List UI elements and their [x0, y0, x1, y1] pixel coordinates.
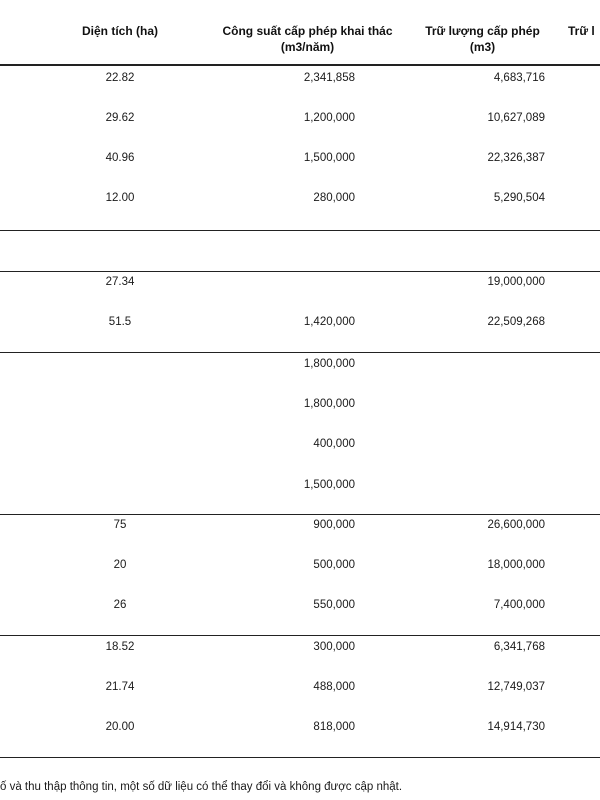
cell-area: 22.82 — [105, 72, 135, 84]
cell-capacity: 280,000 — [313, 192, 355, 204]
cell-reserve: 19,000,000 — [487, 276, 545, 288]
cell-capacity: 1,200,000 — [303, 112, 355, 124]
cell-area: 20 — [113, 559, 127, 571]
group-divider — [0, 514, 600, 515]
column-header-reserve: Trữ lượng cấp phép (m3) — [425, 24, 540, 54]
column-header-reserve-cut: Trữ l — [568, 24, 595, 38]
cell-reserve: 10,627,089 — [487, 112, 545, 124]
header-divider — [0, 64, 600, 66]
footnote: ố và thu thập thông tin, một số dữ liệu có thể thay đổi và không được cập nhật. — [0, 781, 403, 793]
cell-capacity: 900,000 — [313, 519, 355, 531]
group-divider — [0, 352, 600, 353]
cell-reserve: 22,509,268 — [487, 316, 545, 328]
cell-reserve: 7,400,000 — [493, 599, 545, 611]
cell-area: 12.00 — [105, 192, 135, 204]
cell-reserve: 26,600,000 — [487, 519, 545, 531]
cell-capacity: 1,500,000 — [303, 152, 355, 164]
cell-area: 20.00 — [105, 721, 135, 733]
cell-reserve: 5,290,504 — [493, 192, 545, 204]
table-bottom-divider — [0, 757, 600, 758]
cell-capacity: 550,000 — [313, 599, 355, 611]
cell-capacity: 1,500,000 — [303, 479, 355, 491]
cell-capacity: 818,000 — [313, 721, 355, 733]
cell-capacity: 488,000 — [313, 681, 355, 693]
group-divider — [0, 230, 600, 231]
cell-area: 27.34 — [105, 276, 135, 288]
column-header-area: Diện tích (ha) — [81, 24, 158, 38]
cell-area: 26 — [113, 599, 127, 611]
column-header-capacity: Công suất cấp phép khai thác (m3/năm) — [222, 24, 393, 54]
group-divider — [0, 271, 600, 272]
cell-capacity: 2,341,858 — [303, 72, 355, 84]
cell-area: 21.74 — [105, 681, 135, 693]
cell-area: 29.62 — [105, 112, 135, 124]
cell-area: 75 — [113, 519, 127, 531]
cell-capacity: 500,000 — [313, 559, 355, 571]
cell-area: 51.5 — [108, 316, 132, 328]
cell-capacity: 300,000 — [313, 641, 355, 653]
cell-capacity: 1,420,000 — [303, 316, 355, 328]
group-divider — [0, 635, 600, 636]
cell-reserve: 22,326,387 — [487, 152, 545, 164]
cell-reserve: 4,683,716 — [493, 72, 545, 84]
cell-capacity: 1,800,000 — [303, 398, 355, 410]
cell-area: 18.52 — [105, 641, 135, 653]
cell-area: 40.96 — [105, 152, 135, 164]
cell-reserve: 6,341,768 — [493, 641, 545, 653]
cell-reserve: 12,749,037 — [487, 681, 545, 693]
cell-reserve: 14,914,730 — [487, 721, 545, 733]
cell-capacity: 400,000 — [313, 438, 355, 450]
cell-capacity: 1,800,000 — [303, 358, 355, 370]
cell-reserve: 18,000,000 — [487, 559, 545, 571]
